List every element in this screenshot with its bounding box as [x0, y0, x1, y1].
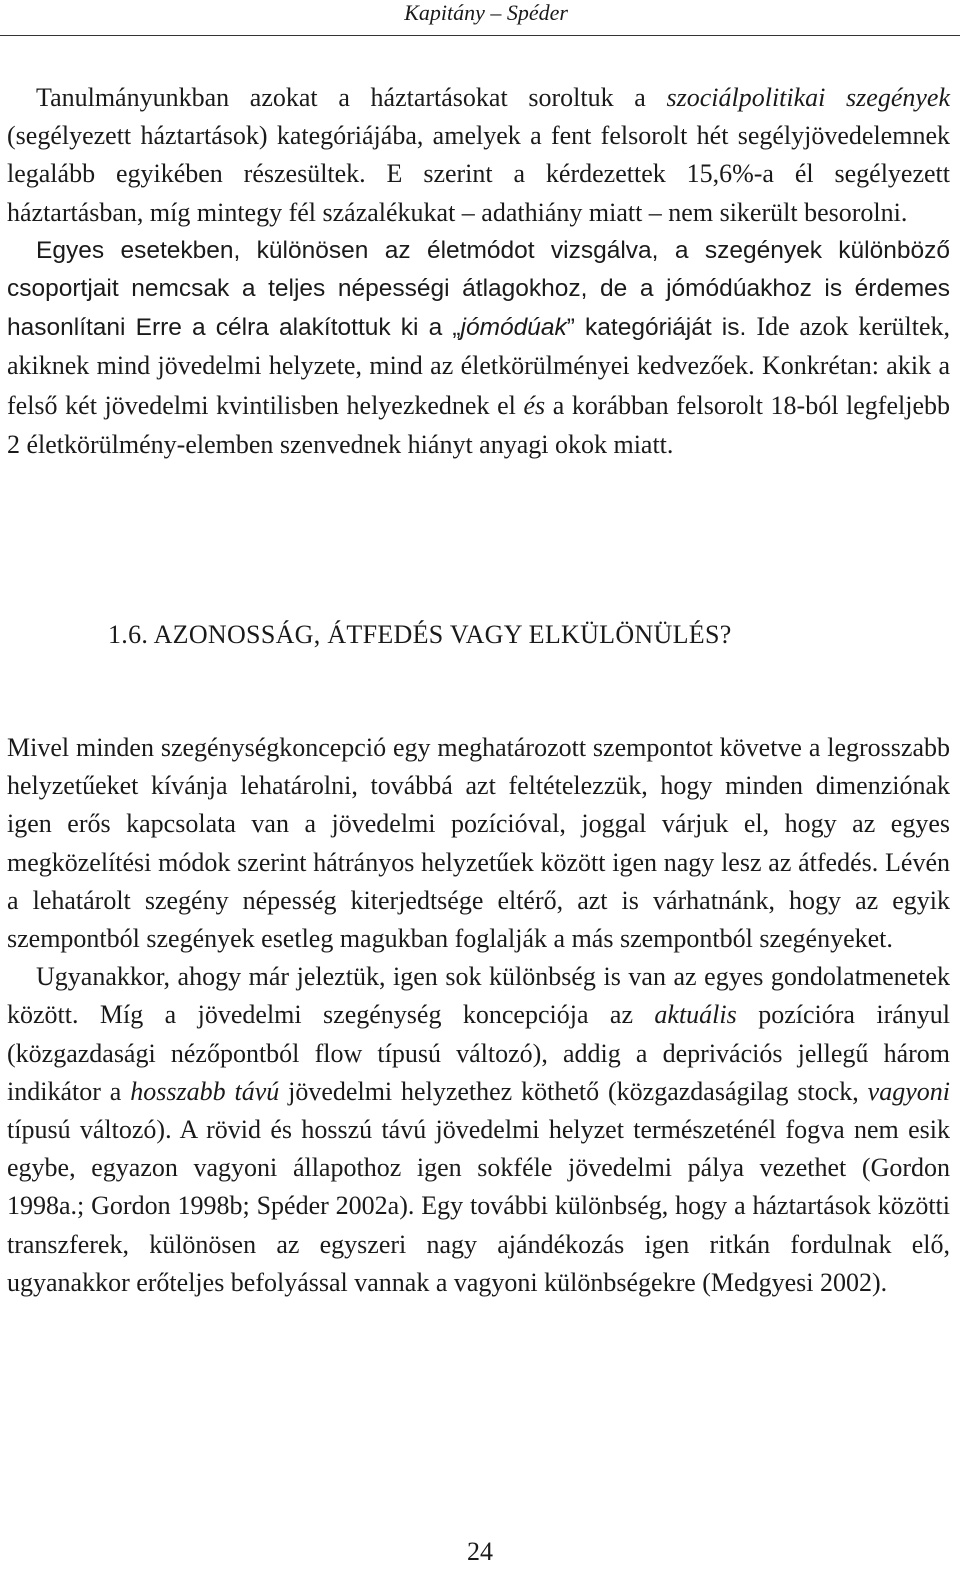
text-span: Ugyanakkor, ahogy már jeleztük, igen sok különbség is van az egyes gondolatmenetek között. Míg a jövedelmi szegénység koncepciója az: [7, 962, 950, 1030]
text-span: ” kategóriáját is.: [566, 314, 757, 342]
running-header: Kapitány – Spéder: [404, 0, 568, 25]
page-number: 24: [467, 1537, 493, 1566]
emphasis-text: jómódúak: [460, 314, 567, 342]
emphasis-text: és: [523, 390, 546, 420]
emphasis-text: vagyoni: [867, 1076, 950, 1106]
paragraph-wealthy: [7, 232, 950, 465]
emphasis-text: hosszabb távú: [130, 1076, 280, 1106]
paragraph-differences: [7, 958, 950, 1302]
text-span: a korábban felsorolt 18-ból legfeljebb 2 életkörülmény-elemben szenvednek hiányt anyagi okok miatt.: [7, 390, 950, 459]
paragraph-social-poor: [7, 79, 950, 232]
text-span: pozícióra irányul (közgazdasági nézőpontból flow típusú változó), addig a deprivációs jellegű három indikátor a: [7, 1000, 950, 1106]
text-span: típusú változó). A rövid és hosszú távú jövedelmi helyzet természeténél fogva nem esik egybe, egyazon vagyoni állapothoz igen sokféle jövedelmi pálya vezethet (Gordon 1998a.; Gordon 1998b; Spéder 2002a). Egy további különbség, hogy a háztartások közötti transzferek, különösen az egyszeri nagy ajándékozás igen ritkán fordulnak elő, ugyanakkor erőteljes befolyással vannak a vagyoni különbségekre (Medgyesi 2002).: [7, 1115, 950, 1297]
text-span: Ide azok kerültek, akiknek mind jövedelmi helyzete, mind az életkörülményei kedvezőek. Konkrétan: akik a felső két jövedelmi kvintilisben helyezkednek el: [7, 312, 951, 420]
text-span: jövedelmi helyzethez köthető (közgazdaságilag stock,: [279, 1076, 868, 1106]
text-span: Egyes esetekben, különösen az életmódot vizsgálva, a szegények különböző csoportjait nemcsak a teljes népességi átlagokhoz, de a jómódúakhoz is érdemes hasonlítani Erre a célra alakítottuk ki a „: [7, 236, 950, 342]
section-heading: 1.6. AZONOSSÁG, ÁTFEDÉS VAGY ELKÜLÖNÜLÉS?: [108, 620, 732, 649]
text-span: (segélyezett háztartások) kategóriájába, amelyek a fent felsorolt hét segélyjövedelemnek legalább egyikében részesültek. E szerint a kérdezettek 15,6%-a él segélyezett háztartásban, míg mintegy fél százalékukat – adathiány miatt – nem sikerült besorolni.: [7, 121, 950, 227]
emphasis-text: aktuális: [654, 1000, 737, 1030]
text-span: Tanulmányunkban azokat a háztartásokat soroltuk a: [36, 83, 667, 112]
paragraph-overlap: Mivel minden szegénységkoncepció egy meghatározott szempontot követve a legrosszabb helyzetűeket kívánja lehatárolni, továbbá azt feltételezzük, hogy minden dimenziónak igen erős kapcsolata van a jövedelmi pozícióval, joggal várjuk el, hogy az egyes megközelítési módok szerint hátrányos helyzetűek között igen nagy lesz az átfedés. Lévén a lehatárolt szegény népesség kiterjedtsége eltérő, azt is várhatnánk, hogy az egyik szempontból szegények esetleg magukban foglalják a más szempontból szegényeket.: [7, 733, 950, 954]
emphasis-text: szociálpolitikai szegények: [666, 83, 950, 112]
text-block-intro: [7, 79, 950, 465]
header-rule: [0, 35, 960, 36]
text-block-section: [7, 729, 950, 1302]
